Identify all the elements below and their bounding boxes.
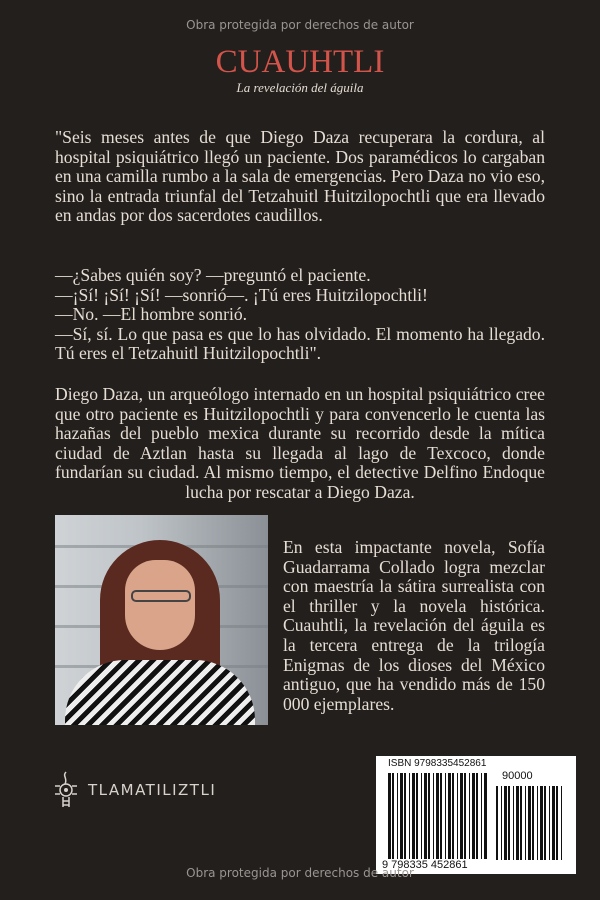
dialogue-line: —¿Sabes quién soy? —preguntó el paciente. xyxy=(55,265,371,285)
barcode-bar xyxy=(508,786,510,860)
dialogue-block xyxy=(55,266,545,364)
barcode-bar xyxy=(409,773,410,859)
barcode-bar xyxy=(544,786,546,860)
barcode-bar xyxy=(549,786,550,860)
copyright-watermark-top: Obra protegida por derechos de autor xyxy=(186,18,414,32)
barcode-bar xyxy=(501,786,502,860)
barcode-bar xyxy=(496,786,498,860)
copyright-watermark-bottom: Obra protegida por derechos de autor xyxy=(186,866,414,880)
barcode-bar xyxy=(421,773,422,859)
book-subtitle: La revelación del águila xyxy=(236,80,364,95)
barcode-bar xyxy=(464,773,466,859)
barcode-bar xyxy=(528,786,531,860)
addon-bars xyxy=(496,786,566,860)
barcode-bar xyxy=(428,773,430,859)
barcode-bar xyxy=(400,773,403,859)
barcode-bar xyxy=(460,773,463,859)
dialogue-line: —¡Sí! ¡Sí! ¡Sí! —sonrió—. ¡Tú eres Huitzilopochtli! xyxy=(55,284,428,305)
barcode-bar xyxy=(404,773,406,859)
barcode-bar xyxy=(552,786,555,860)
barcode-bar xyxy=(457,773,458,859)
barcode-bar xyxy=(392,773,394,859)
glyph-icon xyxy=(52,770,80,810)
barcode-bar xyxy=(484,773,487,859)
barcode-bars xyxy=(388,773,488,859)
barcode-bar xyxy=(412,773,415,859)
author-photo xyxy=(55,515,268,725)
barcode-bar xyxy=(513,786,514,860)
barcode-bar xyxy=(476,773,478,859)
barcode-bar xyxy=(416,773,418,859)
barcode-bar xyxy=(520,786,522,860)
barcode-bar xyxy=(448,773,451,859)
barcode-bar xyxy=(433,773,434,859)
barcode-bar xyxy=(440,773,442,859)
barcode-bar xyxy=(472,773,475,859)
excerpt-paragraph: "Seis meses antes de que Diego Daza recuperara la cordura, al hospital psiquiátrico llegó un paciente. Dos paramédicos lo cargaban en una camilla rumbo a la sala de emergencias. Pero Daza no vio eso, sino la entrada triunfal del Tetzahuitl Huitzilopochtli que era llevado en andas por dos sacerdotes caudillos. xyxy=(55,127,545,226)
barcode-bar xyxy=(481,773,482,859)
synopsis-paragraph: Diego Daza, un arqueólogo internado en un hospital psiquiátrico cree que otro paciente es Huitzilopochtli y para convencerlo le cuenta las hazañas del pueblo mexica durante su recorrido desde la mítica ciudad de Aztlan hasta su llegada al lago de Texcoco, donde fundarían su ciudad. Al mismo tiempo, el detective Delfino Endoque lucha por rescatar a Diego Daza. xyxy=(55,384,545,502)
barcode-bar xyxy=(445,773,446,859)
barcode-bar xyxy=(516,786,519,860)
barcode-digits: 9 798335 452861 xyxy=(382,859,468,871)
barcode-bar xyxy=(525,786,526,860)
dialogue-line: —Sí, sí. Lo que pasa es que lo has olvidado. El momento ha llegado. Tú eres el Tetzahuitl Huitzilopochtli". xyxy=(55,323,545,364)
isbn-barcode xyxy=(376,756,576,874)
barcode-bar xyxy=(532,786,534,860)
barcode-bar xyxy=(561,786,562,860)
barcode-bar xyxy=(537,786,538,860)
publisher-logo xyxy=(52,770,216,810)
barcode-bar xyxy=(388,773,391,859)
price-addon: 90000 xyxy=(502,770,533,782)
isbn-label: ISBN 9798335452861 xyxy=(388,758,487,769)
book-title: CUAUHTLI xyxy=(215,44,385,80)
barcode-bar xyxy=(469,773,470,859)
dialogue-line: —No. —El hombre sonrió. xyxy=(55,304,248,325)
publisher-name: TLAMATILIZTLI xyxy=(88,781,217,799)
barcode-bar xyxy=(397,773,398,859)
author-paragraph: En esta impactante novela, Sofía Guadarrama Collado logra mezclar con maestría la sátira surrealista con el thriller y la novela histórica. Cuauhtli, la revelación del águila es la tercera entrega de la trilogía Enigmas de los dioses del México antiguo, que ha vendido más de 150 000 ejemplares. xyxy=(283,537,545,714)
barcode-bar xyxy=(452,773,454,859)
barcode-bar xyxy=(556,786,558,860)
barcode-bar xyxy=(504,786,507,860)
barcode-bar xyxy=(436,773,439,859)
barcode-bar xyxy=(424,773,427,859)
barcode-bar xyxy=(540,786,543,860)
